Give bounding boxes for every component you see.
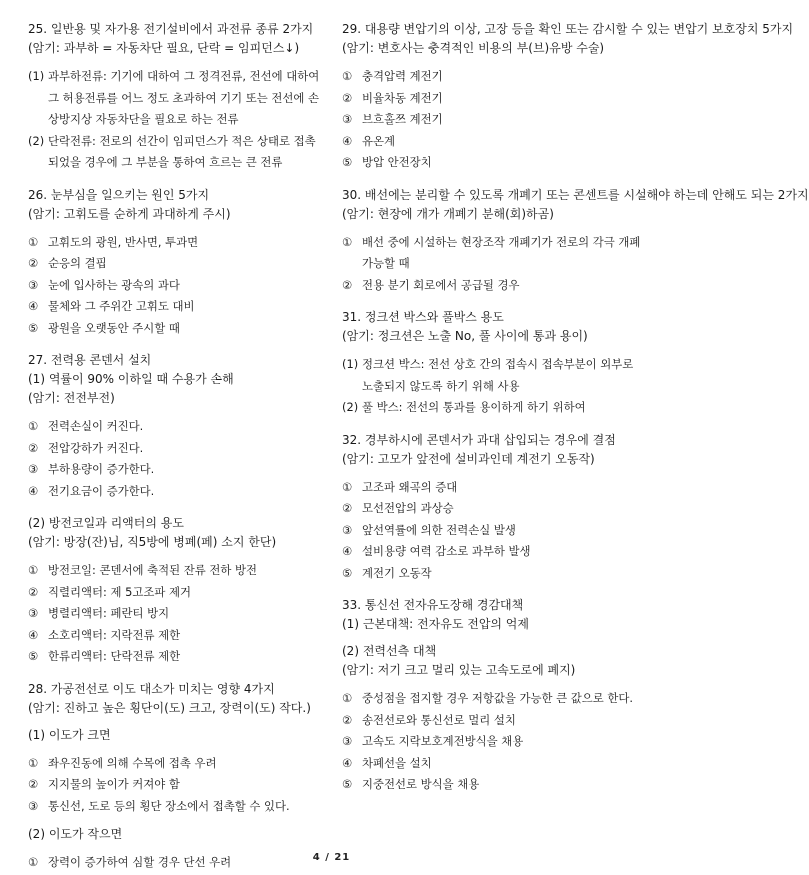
item-number: ② <box>342 277 353 292</box>
item-number: ③ <box>28 462 39 476</box>
list-item <box>342 397 642 419</box>
list-item <box>342 275 642 297</box>
item-number: ④ <box>342 133 353 148</box>
item-number: ② <box>28 584 39 599</box>
question-section <box>28 351 324 502</box>
question-section <box>28 680 324 874</box>
item-text: 고휘도의 광원, 반사면, 투과면 <box>48 234 199 249</box>
list-item <box>342 109 642 131</box>
item-text: 광원을 오랫동안 주시할 때 <box>48 320 180 335</box>
item-text: 순응의 결핍 <box>48 256 107 270</box>
section-title: 28. 가공전선로 이도 대소가 미치는 영향 4가지 <box>28 681 275 696</box>
item-number: ③ <box>28 798 39 813</box>
item-text: 전용 분기 회로에서 공급될 경우 <box>362 277 520 292</box>
mnemonic: (암기: 정크션은 노출 No, 풀 사이에 통과 용이) <box>342 329 588 343</box>
question-section <box>28 20 324 174</box>
item-number: (2) <box>28 133 45 148</box>
item-text: 충격압력 계전기 <box>362 69 443 83</box>
item-text: 정크션 박스: 전선 상호 간의 접속시 접속부분이 외부로 노출되지 않도록 하기 위해 사용 <box>362 357 634 393</box>
section-title: 25. 일반용 및 자가용 전기설비에서 과전류 종류 2가지 <box>28 22 314 36</box>
item-number: (2) <box>342 400 359 414</box>
list-item <box>342 66 642 88</box>
item-text: 단락전류: 전로의 선간이 임피던스가 적은 상태로 접촉되었을 경우에 그 부분을 통하여 흐르는 큰 전류 <box>48 133 316 169</box>
item-number: ⑤ <box>342 777 353 791</box>
item-text: 전력손실이 커진다. <box>48 419 144 433</box>
section-title: 31. 정크션 박스와 풀박스 용도 <box>342 310 504 324</box>
item-number: ② <box>342 90 353 105</box>
list-item <box>342 477 642 499</box>
item-number: (1) <box>28 69 45 83</box>
page-number: 4 / 21 <box>312 852 351 863</box>
list-item <box>342 688 642 710</box>
item-text: 비율차동 계전기 <box>362 90 443 105</box>
mnemonic: (암기: 저기 크고 멀리 있는 고속도로에 폐지) <box>342 663 576 677</box>
item-text: 중성점을 접지할 경우 저항값을 가능한 큰 값으로 한다. <box>362 691 634 705</box>
item-number: ④ <box>342 755 353 770</box>
list-item <box>342 753 642 775</box>
item-number: ① <box>342 234 353 249</box>
list-item <box>28 582 324 604</box>
question-section <box>28 186 324 340</box>
item-text: 직렬리액터: 제 5고조파 제거 <box>48 584 191 599</box>
list-item <box>28 253 324 275</box>
list-item <box>28 131 324 174</box>
list-item <box>28 774 324 796</box>
item-text: 차폐선을 설치 <box>362 755 432 770</box>
item-list <box>342 477 642 585</box>
item-number: ⑤ <box>28 320 39 335</box>
item-text: 통신선, 도로 등의 횡단 장소에서 접촉할 수 있다. <box>48 798 290 813</box>
list-item <box>342 731 642 753</box>
list-item <box>28 438 324 460</box>
list-item <box>28 232 324 254</box>
question-section <box>342 20 794 174</box>
question-section <box>28 514 324 668</box>
question-section <box>342 431 642 585</box>
item-number: ① <box>28 855 39 869</box>
list-item <box>342 131 642 153</box>
list-item <box>28 416 324 438</box>
list-item <box>28 296 324 318</box>
item-number: ⑤ <box>28 649 39 663</box>
item-number: ② <box>28 440 39 455</box>
item-list <box>28 416 324 502</box>
item-text: 유온계 <box>362 133 396 148</box>
item-text: 물체와 그 주위간 고휘도 대비 <box>48 299 195 313</box>
item-list <box>342 354 642 419</box>
item-number: ① <box>342 691 353 705</box>
item-text: 브흐홀쯔 계전기 <box>362 112 443 126</box>
item-list <box>342 232 642 297</box>
mnemonic: (암기: 전전부전) <box>28 391 115 405</box>
list-item <box>342 774 642 796</box>
section-title: 32. 경부하시에 콘덴서가 과대 삽입되는 경우에 결점 <box>342 432 616 447</box>
list-item <box>28 646 324 668</box>
mnemonic: (암기: 현장에 개가 개폐기 분해(회)하곰) <box>342 206 554 221</box>
item-text: 방전코일: 콘덴서에 축적된 잔류 전하 방전 <box>48 563 257 577</box>
list-item <box>28 625 324 647</box>
item-number: ⑤ <box>342 565 353 580</box>
list-item <box>342 520 642 542</box>
section-title: 33. 통신선 전자유도장해 경감대책 <box>342 598 524 612</box>
item-text: 모선전압의 과상승 <box>362 501 454 515</box>
item-number: ③ <box>28 277 39 292</box>
item-number: ① <box>342 479 353 494</box>
mnemonic: (암기: 변호사는 충격적인 비용의 부(브)유방 수술) <box>342 41 605 55</box>
question-section <box>342 186 809 297</box>
mnemonic: (1) 근본대책: 전자유도 전압의 억제 <box>342 617 529 631</box>
list-item <box>342 232 642 275</box>
item-number: ② <box>28 777 39 791</box>
item-text: 고속도 지락보호계전방식을 채용 <box>362 734 524 748</box>
mnemonic: (암기: 진하고 높은 횡단이(도) 크고, 장력이(도) 작다.) <box>28 700 311 715</box>
list-item <box>342 541 642 563</box>
item-text: 전압강하가 커진다. <box>48 440 144 455</box>
section-title: 30. 배선에는 분리할 수 있도록 개폐기 또는 콘센트를 시설해야 하는데 안해도 되는 2가지 <box>342 187 809 202</box>
item-text: 배선 중에 시설하는 현장조작 개폐기가 전로의 각극 개폐 가능할 때 <box>362 234 641 270</box>
item-number: ① <box>342 69 353 83</box>
list-item <box>342 498 642 520</box>
item-list <box>28 560 324 668</box>
item-number: ③ <box>342 734 353 748</box>
item-number: ④ <box>28 483 39 498</box>
item-text: 지중전선로 방식을 채용 <box>362 777 480 791</box>
list-item <box>28 459 324 481</box>
item-text: 좌우진동에 의해 수목에 접촉 우려 <box>48 755 217 770</box>
item-text: 부하용량이 증가한다. <box>48 462 155 476</box>
item-text: 병렬리액터: 페란티 방지 <box>48 606 170 620</box>
item-text: 눈에 입사하는 광속의 과다 <box>48 277 180 292</box>
section-title: 27. 전력용 콘덴서 설치 <box>28 353 152 367</box>
item-list <box>342 688 642 796</box>
item-number: ① <box>28 755 39 770</box>
item-number: ③ <box>28 606 39 620</box>
item-text: 고조파 왜곡의 증대 <box>362 479 458 494</box>
question-section <box>342 308 642 419</box>
item-number: ③ <box>342 522 353 537</box>
list-item <box>28 481 324 503</box>
list-item <box>342 710 642 732</box>
item-number: ④ <box>342 544 353 558</box>
mnemonic: (암기: 고휘도를 순하게 과대하게 주시) <box>28 206 231 221</box>
item-number: (1) <box>342 357 359 371</box>
list-item <box>28 318 324 340</box>
item-list <box>28 753 324 818</box>
item-text: 송전선로와 통신선로 멀리 설치 <box>362 712 516 727</box>
item-text: 설비용량 여력 감소로 과부하 발생 <box>362 544 531 558</box>
item-text: 방압 안전장치 <box>362 155 432 169</box>
item-text: 계전기 오동작 <box>362 565 432 580</box>
item-number: ② <box>342 501 353 515</box>
item-text: 장력이 증가하여 심할 경우 단선 우려 <box>48 855 232 869</box>
item-text: 소호리액터: 지락전류 제한 <box>48 627 181 642</box>
list-item <box>28 796 324 818</box>
item-number: ④ <box>28 299 39 313</box>
list-item <box>342 88 642 110</box>
section-subtitle: (1) 역률이 90% 이하일 때 수용가 손해 <box>28 372 234 386</box>
list-item <box>28 753 324 775</box>
question-section <box>342 596 642 796</box>
list-item <box>342 152 642 174</box>
left-column <box>28 20 324 874</box>
mnemonic: (암기: 고모가 앞전에 설비과인데 계전기 오동작) <box>342 451 595 466</box>
section-title: 26. 눈부심을 일으키는 원인 5가지 <box>28 187 210 202</box>
section-title: 29. 대용량 변압기의 이상, 고장 등을 확인 또는 감시할 수 있는 변압기 보호장치 5가지 <box>342 22 794 36</box>
item-number: ④ <box>28 627 39 642</box>
list-item <box>28 275 324 297</box>
part-heading: (2) 전력선측 대책 <box>342 644 437 658</box>
item-number: ③ <box>342 112 353 126</box>
item-text: 전기요금이 증가한다. <box>48 483 155 498</box>
section-title: (2) 방전코일과 리액터의 용도 <box>28 516 184 530</box>
item-text: 한류리액터: 단락전류 제한 <box>48 649 181 663</box>
item-number: ① <box>28 563 39 577</box>
list-item <box>28 560 324 582</box>
part-heading: (1) 이도가 크면 <box>28 727 111 742</box>
item-number: ② <box>28 256 39 270</box>
list-item <box>28 66 324 131</box>
list-item <box>28 603 324 625</box>
item-text: 풀 박스: 전선의 통과를 용이하게 하기 위하여 <box>362 400 586 414</box>
list-item <box>342 563 642 585</box>
item-number: ⑤ <box>342 155 353 169</box>
item-number: ② <box>342 712 353 727</box>
mnemonic: (암기: 방장(잔)님, 직5방에 병폐(페) 소지 한단) <box>28 535 277 549</box>
item-number: ① <box>28 419 39 433</box>
item-number: ① <box>28 234 39 249</box>
part-heading: (2) 이도가 작으면 <box>28 827 123 841</box>
item-list <box>28 232 324 340</box>
right-column <box>342 20 809 796</box>
item-text: 지지물의 높이가 커져야 함 <box>48 777 180 791</box>
item-text: 과부하전류: 기기에 대하여 그 정격전류, 전선에 대하여 그 허용전류를 어느 정도 초과하여 기기 또는 전선에 손상방지상 자동차단을 필요로 하는 전류 <box>48 69 320 126</box>
item-list <box>28 66 324 174</box>
mnemonic: (암기: 과부하 = 자동차단 필요, 단락 = 임피던스↓) <box>28 41 300 55</box>
item-text: 앞선역률에 의한 전력손실 발생 <box>362 522 516 537</box>
item-list <box>342 66 642 174</box>
list-item <box>342 354 642 397</box>
